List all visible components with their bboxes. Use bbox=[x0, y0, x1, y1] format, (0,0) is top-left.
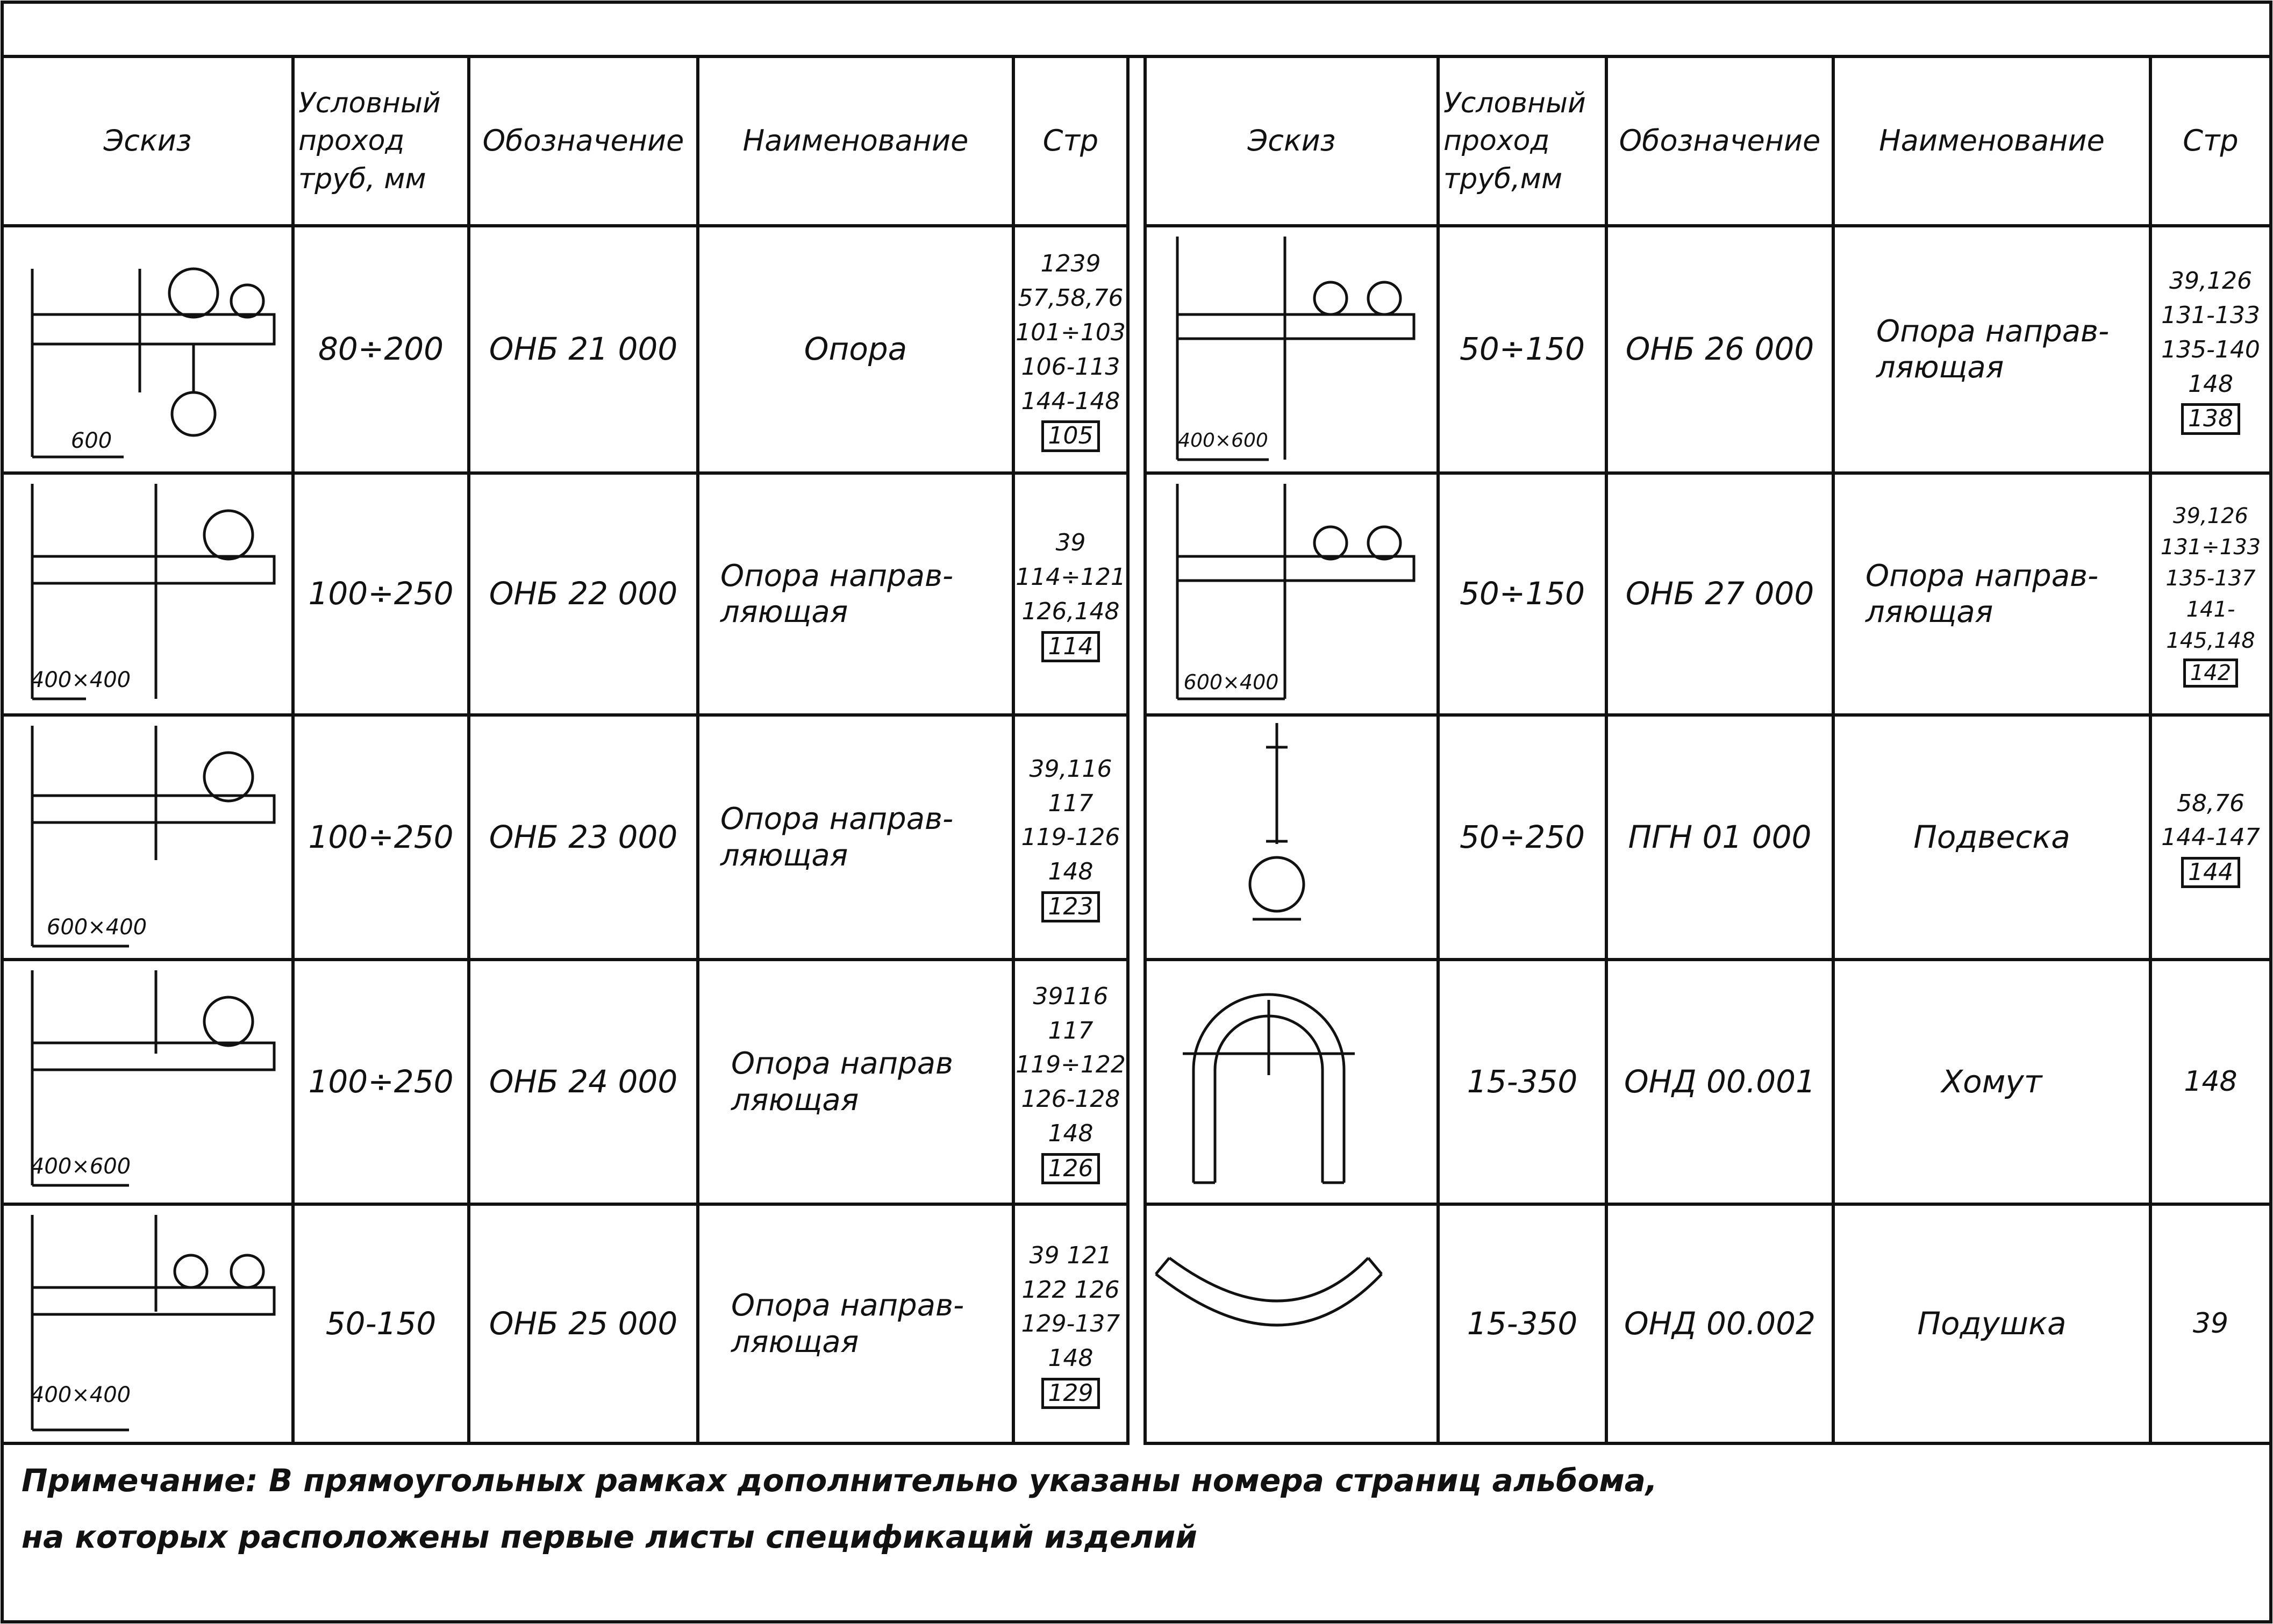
left-row3-page-2: 117 bbox=[1048, 789, 1093, 817]
left-row4-designation: ОНБ 24 000 bbox=[489, 1063, 678, 1100]
right-row5-page-1: 39 bbox=[2192, 1307, 2229, 1340]
right-row3-page-1: 58,76 bbox=[2177, 789, 2245, 817]
right-header-page: Стр bbox=[2183, 124, 2239, 158]
right-row3-designation: ПГН 01 000 bbox=[1628, 818, 1812, 855]
left-header-designation: Обозначение bbox=[482, 124, 684, 158]
left-row2-passage: 100÷250 bbox=[308, 575, 454, 612]
right-row3-name: Подвеска bbox=[1913, 818, 2070, 855]
right-header-sketch: Эскиз bbox=[1247, 124, 1336, 158]
right-row1-name: Опора направ- ляющая bbox=[1876, 313, 2110, 385]
right-row1-page-2: 131-133 bbox=[2161, 302, 2260, 329]
left-header-page: Стр bbox=[1042, 124, 1099, 158]
left-row3-page-4: 148 bbox=[1048, 858, 1093, 886]
left-row5-name: Опора направ- ляющая bbox=[731, 1288, 964, 1360]
right-row3-page-2: 144-147 bbox=[2161, 824, 2260, 852]
left-row2-boxed-page: 114 bbox=[1041, 631, 1100, 662]
right-row5-name: Подушка bbox=[1917, 1305, 2067, 1342]
left-row3-designation: ОНБ 23 000 bbox=[489, 818, 678, 855]
left-row2-page-1: 39 bbox=[1055, 529, 1086, 557]
right-row5-designation: ОНД 00.002 bbox=[1624, 1305, 1815, 1342]
left-row1-pages bbox=[1013, 226, 1128, 473]
right-row3-pages bbox=[2150, 715, 2271, 960]
left-row5-pages bbox=[1013, 1204, 1128, 1443]
left-row3-page-3: 119-126 bbox=[1021, 824, 1120, 852]
support-bracket-two-clamps-icon bbox=[1177, 484, 1414, 699]
left-row1-boxed-page: 105 bbox=[1041, 420, 1100, 452]
left-row1-sketch-dim: 600 bbox=[70, 428, 112, 453]
u-bolt-clamp-icon bbox=[1183, 995, 1355, 1183]
left-row4-page-3: 126-128 bbox=[1021, 1085, 1120, 1113]
right-row1-page-3: 135-140 bbox=[2161, 335, 2260, 363]
left-row3-sketch-dim: 600×400 bbox=[46, 915, 147, 940]
right-header-passage-1: Условный bbox=[1443, 87, 1586, 120]
left-row5-designation: ОНБ 25 000 bbox=[489, 1305, 678, 1342]
right-row2-passage: 50÷150 bbox=[1459, 575, 1585, 612]
right-row2-page-2: 131÷133 bbox=[2160, 535, 2261, 560]
left-row5-page-2: 122 126 bbox=[1021, 1276, 1120, 1304]
footnote-line-2: на которых расположены первые листы спецификаций изделий bbox=[22, 1519, 1197, 1555]
right-row3-boxed-page: 144 bbox=[2181, 857, 2240, 888]
left-header-passage bbox=[298, 56, 469, 226]
right-row4-designation: ОНД 00.001 bbox=[1624, 1063, 1815, 1100]
right-row4-name: Хомут bbox=[1941, 1063, 2042, 1100]
left-row5-page-4: 148 bbox=[1048, 1344, 1093, 1372]
left-row1-page-5: 144-148 bbox=[1021, 387, 1120, 415]
left-row5-sketch-dim: 400×400 bbox=[30, 1383, 131, 1407]
left-row2-designation: ОНБ 22 000 bbox=[489, 575, 678, 612]
left-row3-pages bbox=[1013, 715, 1128, 960]
left-row5-boxed-page: 129 bbox=[1041, 1378, 1100, 1409]
right-row4-pages bbox=[2150, 960, 2271, 1204]
right-row1-page-4: 148 bbox=[2188, 370, 2233, 398]
left-row4-pages bbox=[1013, 960, 1128, 1204]
right-header-designation: Обозначение bbox=[1619, 124, 1821, 158]
right-row4-page-1: 148 bbox=[2184, 1065, 2238, 1098]
left-row5-passage: 50-150 bbox=[325, 1305, 437, 1342]
left-row4-page-2: 119÷122 bbox=[1016, 1051, 1126, 1079]
left-row4-page-4: 148 bbox=[1048, 1120, 1093, 1147]
left-row2-page-2: 114÷121 bbox=[1016, 563, 1126, 591]
right-row1-sketch-dim: 400×600 bbox=[1178, 430, 1268, 452]
right-header-passage-2: проход bbox=[1443, 125, 1550, 158]
left-row1-page-1: 1239 bbox=[1040, 250, 1101, 278]
left-header-sketch: Эскиз bbox=[103, 124, 192, 158]
right-row3-passage: 50÷250 bbox=[1459, 818, 1585, 855]
right-row5-passage: 15-350 bbox=[1467, 1305, 1578, 1342]
left-row1-page-4: 106-113 bbox=[1021, 353, 1120, 381]
left-row3-page-1: 39,116 bbox=[1029, 755, 1112, 783]
right-row2-name: Опора направ- ляющая bbox=[1865, 558, 2099, 629]
right-row5-pages bbox=[2150, 1204, 2271, 1443]
right-header-passage-3: труб,мм bbox=[1443, 162, 1563, 195]
left-row2-page-3: 126,148 bbox=[1021, 597, 1120, 625]
right-row2-page-3: 135-137 bbox=[2165, 566, 2256, 591]
left-header-passage-2: проход bbox=[298, 125, 405, 158]
left-header-passage-1: Условный bbox=[298, 87, 441, 120]
left-row4-page-1: 39116 117 bbox=[1033, 982, 1109, 1044]
right-row2-boxed-page: 142 bbox=[2183, 659, 2238, 688]
left-row5-page-3: 129-137 bbox=[1021, 1310, 1120, 1338]
left-row5-page-1: 39 121 bbox=[1029, 1241, 1112, 1269]
left-row2-sketch-dim: 400×400 bbox=[30, 668, 131, 692]
right-row1-page-1: 39,126 bbox=[2169, 267, 2252, 295]
support-bracket-one-clamp-icon bbox=[32, 726, 274, 946]
right-row1-passage: 50÷150 bbox=[1459, 331, 1585, 368]
right-row2-page-4: 141-145,148 bbox=[2166, 597, 2255, 653]
left-row4-passage: 100÷250 bbox=[308, 1063, 454, 1100]
left-row1-designation: ОНБ 21 000 bbox=[489, 331, 678, 368]
left-header-name: Наименование bbox=[742, 124, 969, 158]
footnote-line-1: Примечание: В прямоугольных рамках дополнительно указаны номера страниц альбома, bbox=[22, 1462, 1657, 1499]
left-row3-passage: 100÷250 bbox=[308, 818, 454, 855]
left-row1-name: Опора bbox=[804, 331, 907, 368]
left-row4-boxed-page: 126 bbox=[1041, 1153, 1100, 1184]
left-header-passage-3: труб, мм bbox=[298, 162, 426, 195]
right-row4-passage: 15-350 bbox=[1467, 1063, 1578, 1100]
hanger-icon bbox=[1250, 723, 1304, 919]
right-header-name: Наименование bbox=[1879, 124, 2105, 158]
left-row2-pages bbox=[1013, 473, 1128, 715]
right-header-passage bbox=[1443, 56, 1606, 226]
left-row1-passage: 80÷200 bbox=[318, 331, 444, 368]
left-row2-name: Опора направ- ляющая bbox=[720, 558, 954, 629]
support-bracket-two-clamps-icon bbox=[1177, 237, 1414, 460]
right-row2-designation: ОНБ 27 000 bbox=[1625, 575, 1814, 612]
left-row3-boxed-page: 123 bbox=[1041, 891, 1100, 922]
left-row4-sketch-dim: 400×600 bbox=[30, 1154, 131, 1179]
right-row2-sketch-dim: 600×400 bbox=[1183, 670, 1279, 695]
right-row1-boxed-page: 138 bbox=[2181, 403, 2240, 434]
left-row1-page-3: 101÷103 bbox=[1016, 318, 1126, 346]
right-row2-pages bbox=[2150, 473, 2271, 715]
left-row4-name: Опора направ ляющая bbox=[731, 1046, 954, 1118]
left-row1-page-2: 57,58,76 bbox=[1018, 284, 1124, 312]
left-row3-name: Опора направ- ляющая bbox=[720, 802, 954, 873]
arc-pad-icon bbox=[1156, 1258, 1382, 1325]
right-row1-pages bbox=[2150, 226, 2271, 473]
right-row2-page-1: 39,126 bbox=[2173, 504, 2248, 528]
right-row1-designation: ОНБ 26 000 bbox=[1625, 331, 1814, 368]
